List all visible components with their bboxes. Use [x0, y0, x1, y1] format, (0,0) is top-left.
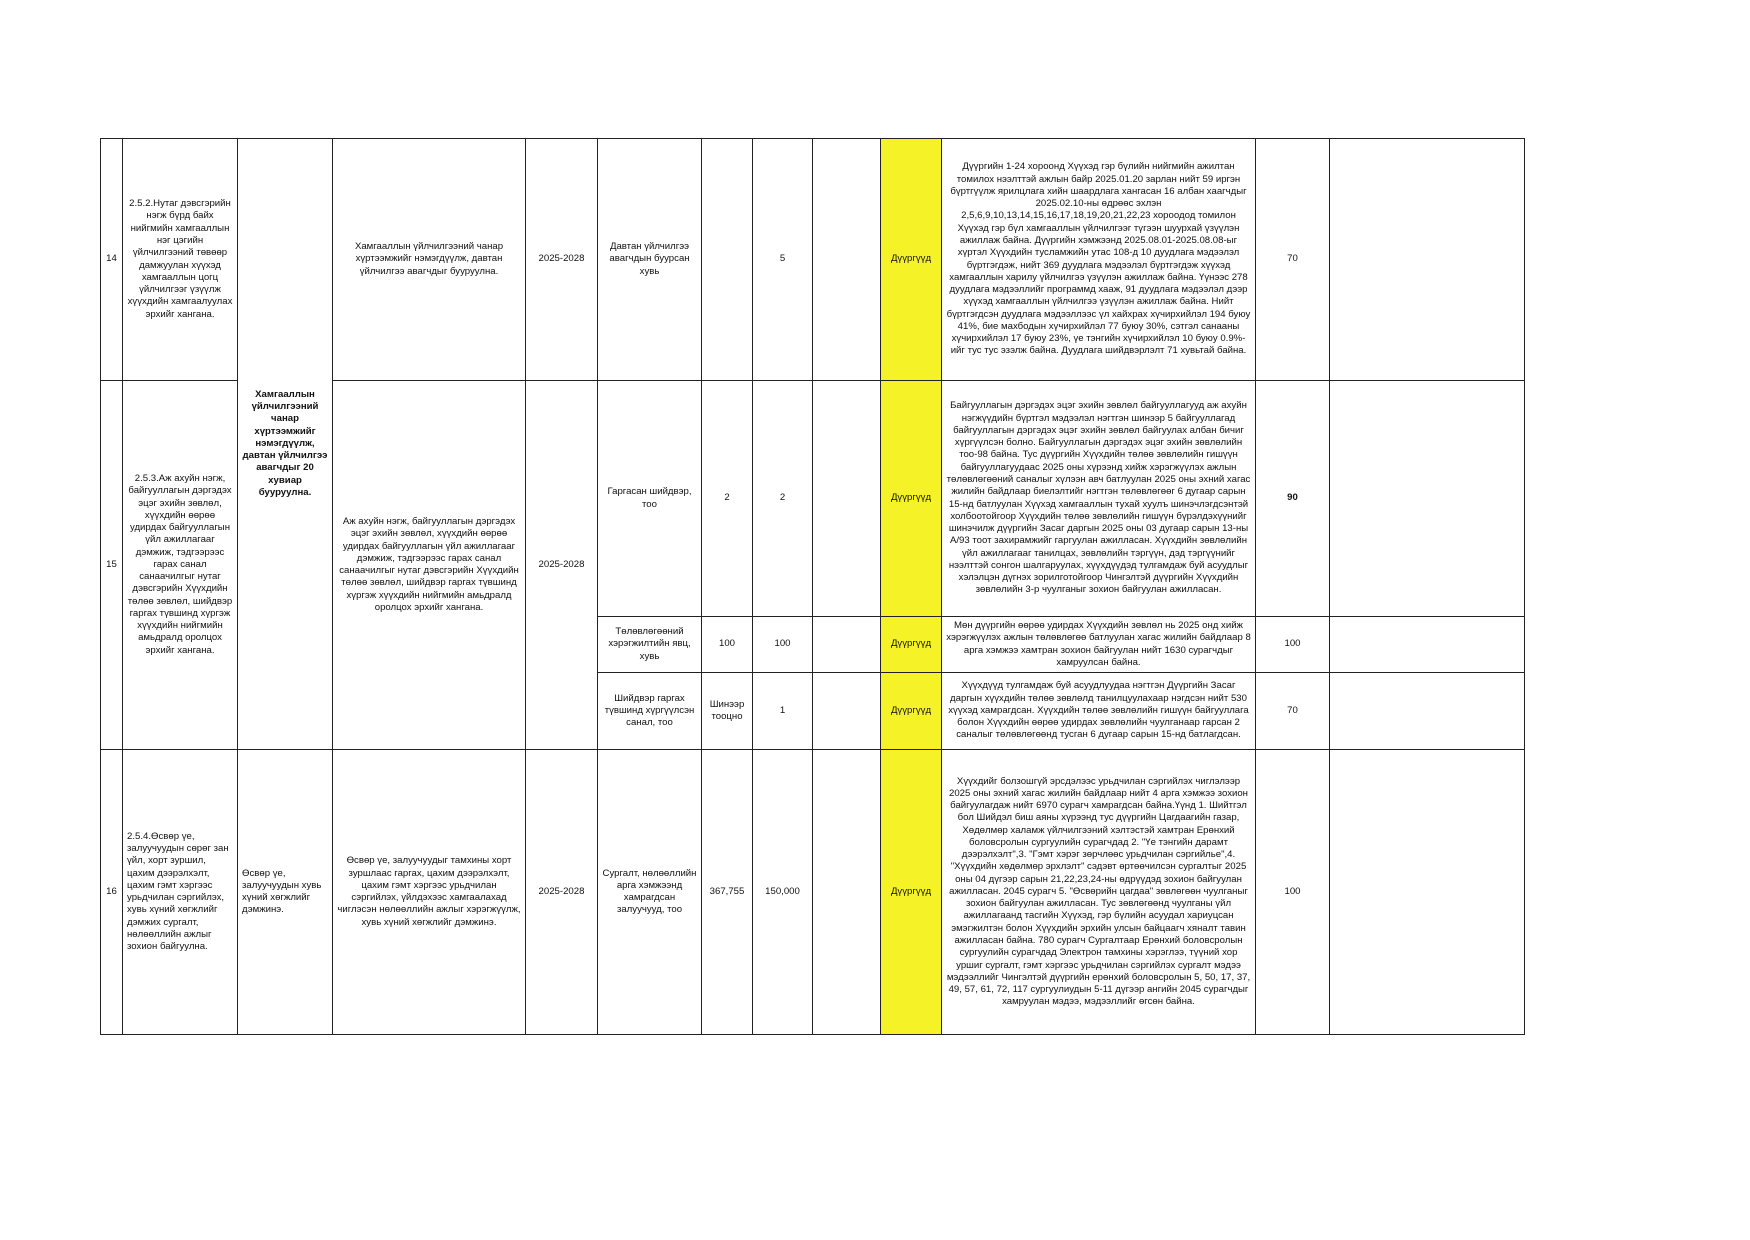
status-cell: Дүүргүүд	[881, 673, 942, 750]
blank-cell	[1330, 750, 1525, 1035]
table-row	[101, 139, 1525, 381]
status-cell: Дүүргүүд	[881, 750, 942, 1035]
baseline-cell: 2	[702, 381, 753, 617]
table-row	[101, 750, 1525, 1035]
report-cell: Мөн дүүргийн өөрөө удирдах Хүүхдийн зөвлөл нь 2025 онд хийж хэрэгжүүлэх ажлын төлөвлөгөө батлуулан хагас жилийн байдлаар 8 арга хэмжээ хамтран зохион байгуулан нийт 1630 сурагчдыг хамруулсан байна.	[942, 617, 1256, 673]
objective-cell: 2.5.2.Нутаг дэвсгэрийн нэгж бүрд байх нийгмийн хамгааллын нэг цэгийн үйлчилгээний төвөөр дамжуулан хүүхэд хамгааллын цогц үйлчилгээг үзүүлж хүүхдийн хамгаалуулах эрхийг хангана.	[123, 139, 238, 381]
objective-cell: 2.5.4.Өсвөр үе, залуучуудын сөрөг зан үйл, хорт зуршил, цахим дээрэлхэлт, цахим гэмт хэргээс урьдчилан сэргийлэх, хувь хүний хөгжлийг дэмжих сургалт, нөлөөллийн ажлыг зохион байгуулна.	[123, 750, 238, 1035]
report-cell: Байгууллагын дэргэдэх эцэг эхийн зөвлөл байгууллагууд аж ахуйн нэгжүүдийн бүртгэл мэдээлэл нэгтгэн шинээр 5 байгууллагад байгууллагын дэргэдэх эцэг эхийн зөвлөл байгуулах албан бичиг хүргүүлсэн болно. Байгууллагын дэргэдэх эцэг эхийн зөвлөлийн тоо-98 байна. Тус дүүргийн Хүүхдийн төлөө зөвлөлийн гишүүн байгууллагуудаас 2025 оны хүрээнд хийж хэрэгжүүлэх ажлын төлөвлөгөөний саналыг хүлээн авч батлуулан 2025 оны эхний хагас жилийн байдлаар биелэлтийг нэгтгэн төлөвлөгөөг 6 дугаар сарын 15-нд батлуулан Хүүхэд хамгааллын тухай хуулъ шинэчлэгдсэнтэй холбоотойгоор Хүүхдийн төлөө зөвлөлийн гишүүн бүрэлдэхүүнийг шинэчилж дүүргийн Засаг даргын 2025 оны 03 дугаар сарын 13-ны А/93 тоот захирамжийг гаргуулан ажилласан. Хүүхдийн зөвлөлийн үйл ажиллагааг танилцах, зөвлөлийн тэргүүн, дэд тэргүүнийг нээлттэй сонгон шалгаруулах, хүүхдүүдэд тулгамдаж буй асуудлыг хэлэлцэн дүгнэх зорилготойгоор Чингэлтэй дүүргийн Хүүхдийн зөвлөлийн 3-р чуулганыг зохион байгуулан ажилласан.	[942, 381, 1256, 617]
implementation-table	[100, 138, 1525, 1035]
indicator-cell: Гаргасан шийдвэр, тоо	[598, 381, 702, 617]
report-cell: Хүүхдийг болзошгүй эрсдэлээс урьдчилан сэргийлэх чиглэлээр 2025 оны эхний хагас жилийн байдлаар нийт 4 арга хэмжээ зохион байгуулагдаж нийт 6970 сурагч хамрагдсан байна.Үүнд 1. Шийтгэл бол Шийдэл биш аяны хүрээнд тус дүүргийн Цагдаагийн газар, Хөдөлмөр халамж үйлчилгээний хэлтэстэй хамтран Ерөнхий боловсролын сургуулийн сурагчдад 2. "Үе тэнгийн дарамт дээрэлхэлт",3. "Гэмт хэрэг зөрчлөөс урьдчилан сэргийлье",4. "Хүүхдийн хөдөлмөр эрхлэлт" сэдэвт өртөөчилсэн сургалтыг 2025 оны 04 дүгээр сарын 21,22,23,24-ны өдрүүдэд зохион байгуулан ажилласан. 2045 сурагч 5. "Өсвөрийн цагдаа" зөвлөгөөн чуулганыг зохион байгуулан ажилласан. Тус зөвлөгөөнд чуулганы үйл ажиллагаанд тасгийн Хүүхэд, гэр бүлийн асуудал хариуцсан эмэгжилтэн болон Хүүхдийн эрхийн улсын байцаагч хяналт тавин ажилласан байна. 780 сурагч Сургалтаар Ерөнхий боловсролын сургуулийн сурагчдад Электрон тамхины хэрэглээ, түүний хор уршиг сургалт, гэмт хэргээс урьдчилан сэргийлэх сургалт мэдээ мэдээллийг Чингэлтэй дүүргийн ерөнхий боловсролын 5, 50, 17, 37, 49, 57, 61, 72, 117 сургуулиудын 5-11 дүгээр ангийн 2045 сурагчдыг хамруулан мэдээ, мэдээллийг өгсөн байна.	[942, 750, 1256, 1035]
indicator-cell: Төлөвлөгөөний хэрэгжилтийн явц, хувь	[598, 617, 702, 673]
indicator-cell: Давтан үйлчилгээ авагчдын буурсан хувь	[598, 139, 702, 381]
period-cell: 2025-2028	[526, 381, 598, 750]
activity-cell: Хамгааллын үйлчилгээний чанар хүртээмжийг нэмэгдүүлж, давтан үйлчилгээ авагчдыг бууруулна.	[333, 139, 526, 381]
period-cell: 2025-2028	[526, 139, 598, 381]
blank-cell	[1330, 617, 1525, 673]
blank-cell	[813, 750, 881, 1035]
row-number: 16	[101, 750, 123, 1035]
status-cell: Дүүргүүд	[881, 139, 942, 381]
score-cell: 70	[1256, 673, 1330, 750]
blank-cell	[813, 139, 881, 381]
score-cell: 70	[1256, 139, 1330, 381]
activity-cell: Аж ахуйн нэгж, байгууллагын дэргэдэх эцэг эхийн зөвлөл, хүүхдийн өөрөө удирдах байгууллагын үйл ажиллагааг дэмжиж, тэдгээрээс гарах санал санаачилгыг нутаг дэвсгэрийн Хүүхдийн төлөө зөвлөл, шийдвэр гаргах түвшинд хүргэж хүүхдийн нийгмийн амьдралд оролцох эрхийг хангана.	[333, 381, 526, 750]
target-cell: 1	[753, 673, 813, 750]
indicator-cell: Сургалт, нөлөөллийн арга хэмжээнд хамрагдсан залуучууд, тоо	[598, 750, 702, 1035]
baseline-cell: Шинээр тооцно	[702, 673, 753, 750]
indicator-cell: Шийдвэр гаргах түвшинд хүргүүлсэн санал, тоо	[598, 673, 702, 750]
target-cell: 150,000	[753, 750, 813, 1035]
baseline-cell: 100	[702, 617, 753, 673]
goal-cell: Өсвөр үе, залуучуудын хувь хүний хөгжлийг дэмжинэ.	[238, 750, 333, 1035]
blank-cell	[1330, 381, 1525, 617]
blank-cell	[1330, 139, 1525, 381]
score-cell: 100	[1256, 617, 1330, 673]
plan-table-sheet	[100, 138, 1504, 1032]
score-cell: 90	[1256, 381, 1330, 617]
objective-cell: 2.5.3.Аж ахуйн нэгж, байгууллагын дэргэдэх эцэг эхийн зөвлөл, хүүхдийн өөрөө удирдах байгууллагын үйл ажиллагааг дэмжиж, тэдгээрээс гарах санал санаачилгыг нутаг дэвсгэрийн Хүүхдийн төлөө зөвлөл, шийдвэр гаргах түвшинд хүргэж хүүхдийн нийгмийн амьдралд оролцох эрхийг хангана.	[123, 381, 238, 750]
row-number: 15	[101, 381, 123, 750]
baseline-cell: 367,755	[702, 750, 753, 1035]
report-cell: Дүүргийн 1-24 хороонд Хүүхэд гэр бүлийн нийгмийн ажилтан томилох нээлттэй ажлын байр 2025.01.20 зарлан нийт 59 иргэн бүртгүүлж ярилцлага хийн шаардлага хангасан 16 албан хаагчдыг 2025.02.10-ны өдрөөс эхлэн 2,5,6,9,10,13,14,15,16,17,18,19,20,21,22,23 хороодод томилон Хүүхэд гэр бүл хамгааллын үйлчилгээг түгээн шуурхай үзүүлэн ажиллаж байна. Дүүргийн хэмжээнд 2025.08.01-2025.08.08-ыг хүртэл Хүүхдийн тусламжийн утас 108-д 10 дуудлага мэдээлэл бүртгэгдэж, нийт 369 дуудлага мэдээлэл бүртгэгдэж хүүхэд хамгааллын харилу үйлчилгээ үзүүлэн ажиллаж байна. Үүнээс 278 дуудлага мэдээллийг программд хааж, 91 дуудлага мэдээлэл дээр хүүхэд хамгааллын үйлчилгээ үзүүлэн ажиллаж байна. Нийт бүртгэгдсэн дуудлага мэдээллээс үл хайхрах хүчирхийлэл 194 буюу 41%, бие махбодын хүчирхийлэл 77 буюу 30%, сэтгэл санааны хүчирхийлэл 17 буюу 23%, үе тэнгийн хүчирхийлэл 10 буюу 0.9%-ийг тус тус эзэлж байна. Дуудлага шийдвэрлэлт 71 хувьтай байна.	[942, 139, 1256, 381]
activity-cell: Өсвөр үе, залуучуудыг тамхины хорт зуршлаас гаргах, цахим дээрэлхэлт, цахим гэмт хэргээс урьдчилан сэргийлэх, үйлдэхээс хамгаалахад чиглэсэн нөлөөллийн ажлыг хэрэгжүүлж, хувь хүний хөгжлийг дэмжинэ.	[333, 750, 526, 1035]
blank-cell	[813, 673, 881, 750]
baseline-cell	[702, 139, 753, 381]
target-cell: 100	[753, 617, 813, 673]
period-cell: 2025-2028	[526, 750, 598, 1035]
target-cell: 5	[753, 139, 813, 381]
status-cell: Дүүргүүд	[881, 381, 942, 617]
target-cell: 2	[753, 381, 813, 617]
score-cell: 100	[1256, 750, 1330, 1035]
goal-cell: Хамгааллын үйлчилгээний чанар хүртээмжийг нэмэгдүүлж, давтан үйлчилгээ авагчдыг 20 хувиар бууруулна.	[238, 139, 333, 750]
blank-cell	[813, 617, 881, 673]
status-cell: Дүүргүүд	[881, 617, 942, 673]
row-number: 14	[101, 139, 123, 381]
blank-cell	[1330, 673, 1525, 750]
report-cell: Хүүхдүүд тулгамдаж буй асуудлуудаа нэгтгэн Дүүргийн Засаг даргын хүүхдийн төлөө зөвлөлд танилцуулахаар нэгдсэн нийт 530 хүүхэд хамрагдсан. Хүүхдийн төлөө зөвлөлийн гишүүн байгууллага болон Хүүхдийн өөрөө удирдах зөвлөлийн чуулганаар гарсан 2 саналыг төлөвлөгөөнд тусган 6 дугаар сарын 15-нд батлагдсан.	[942, 673, 1256, 750]
blank-cell	[813, 381, 881, 617]
